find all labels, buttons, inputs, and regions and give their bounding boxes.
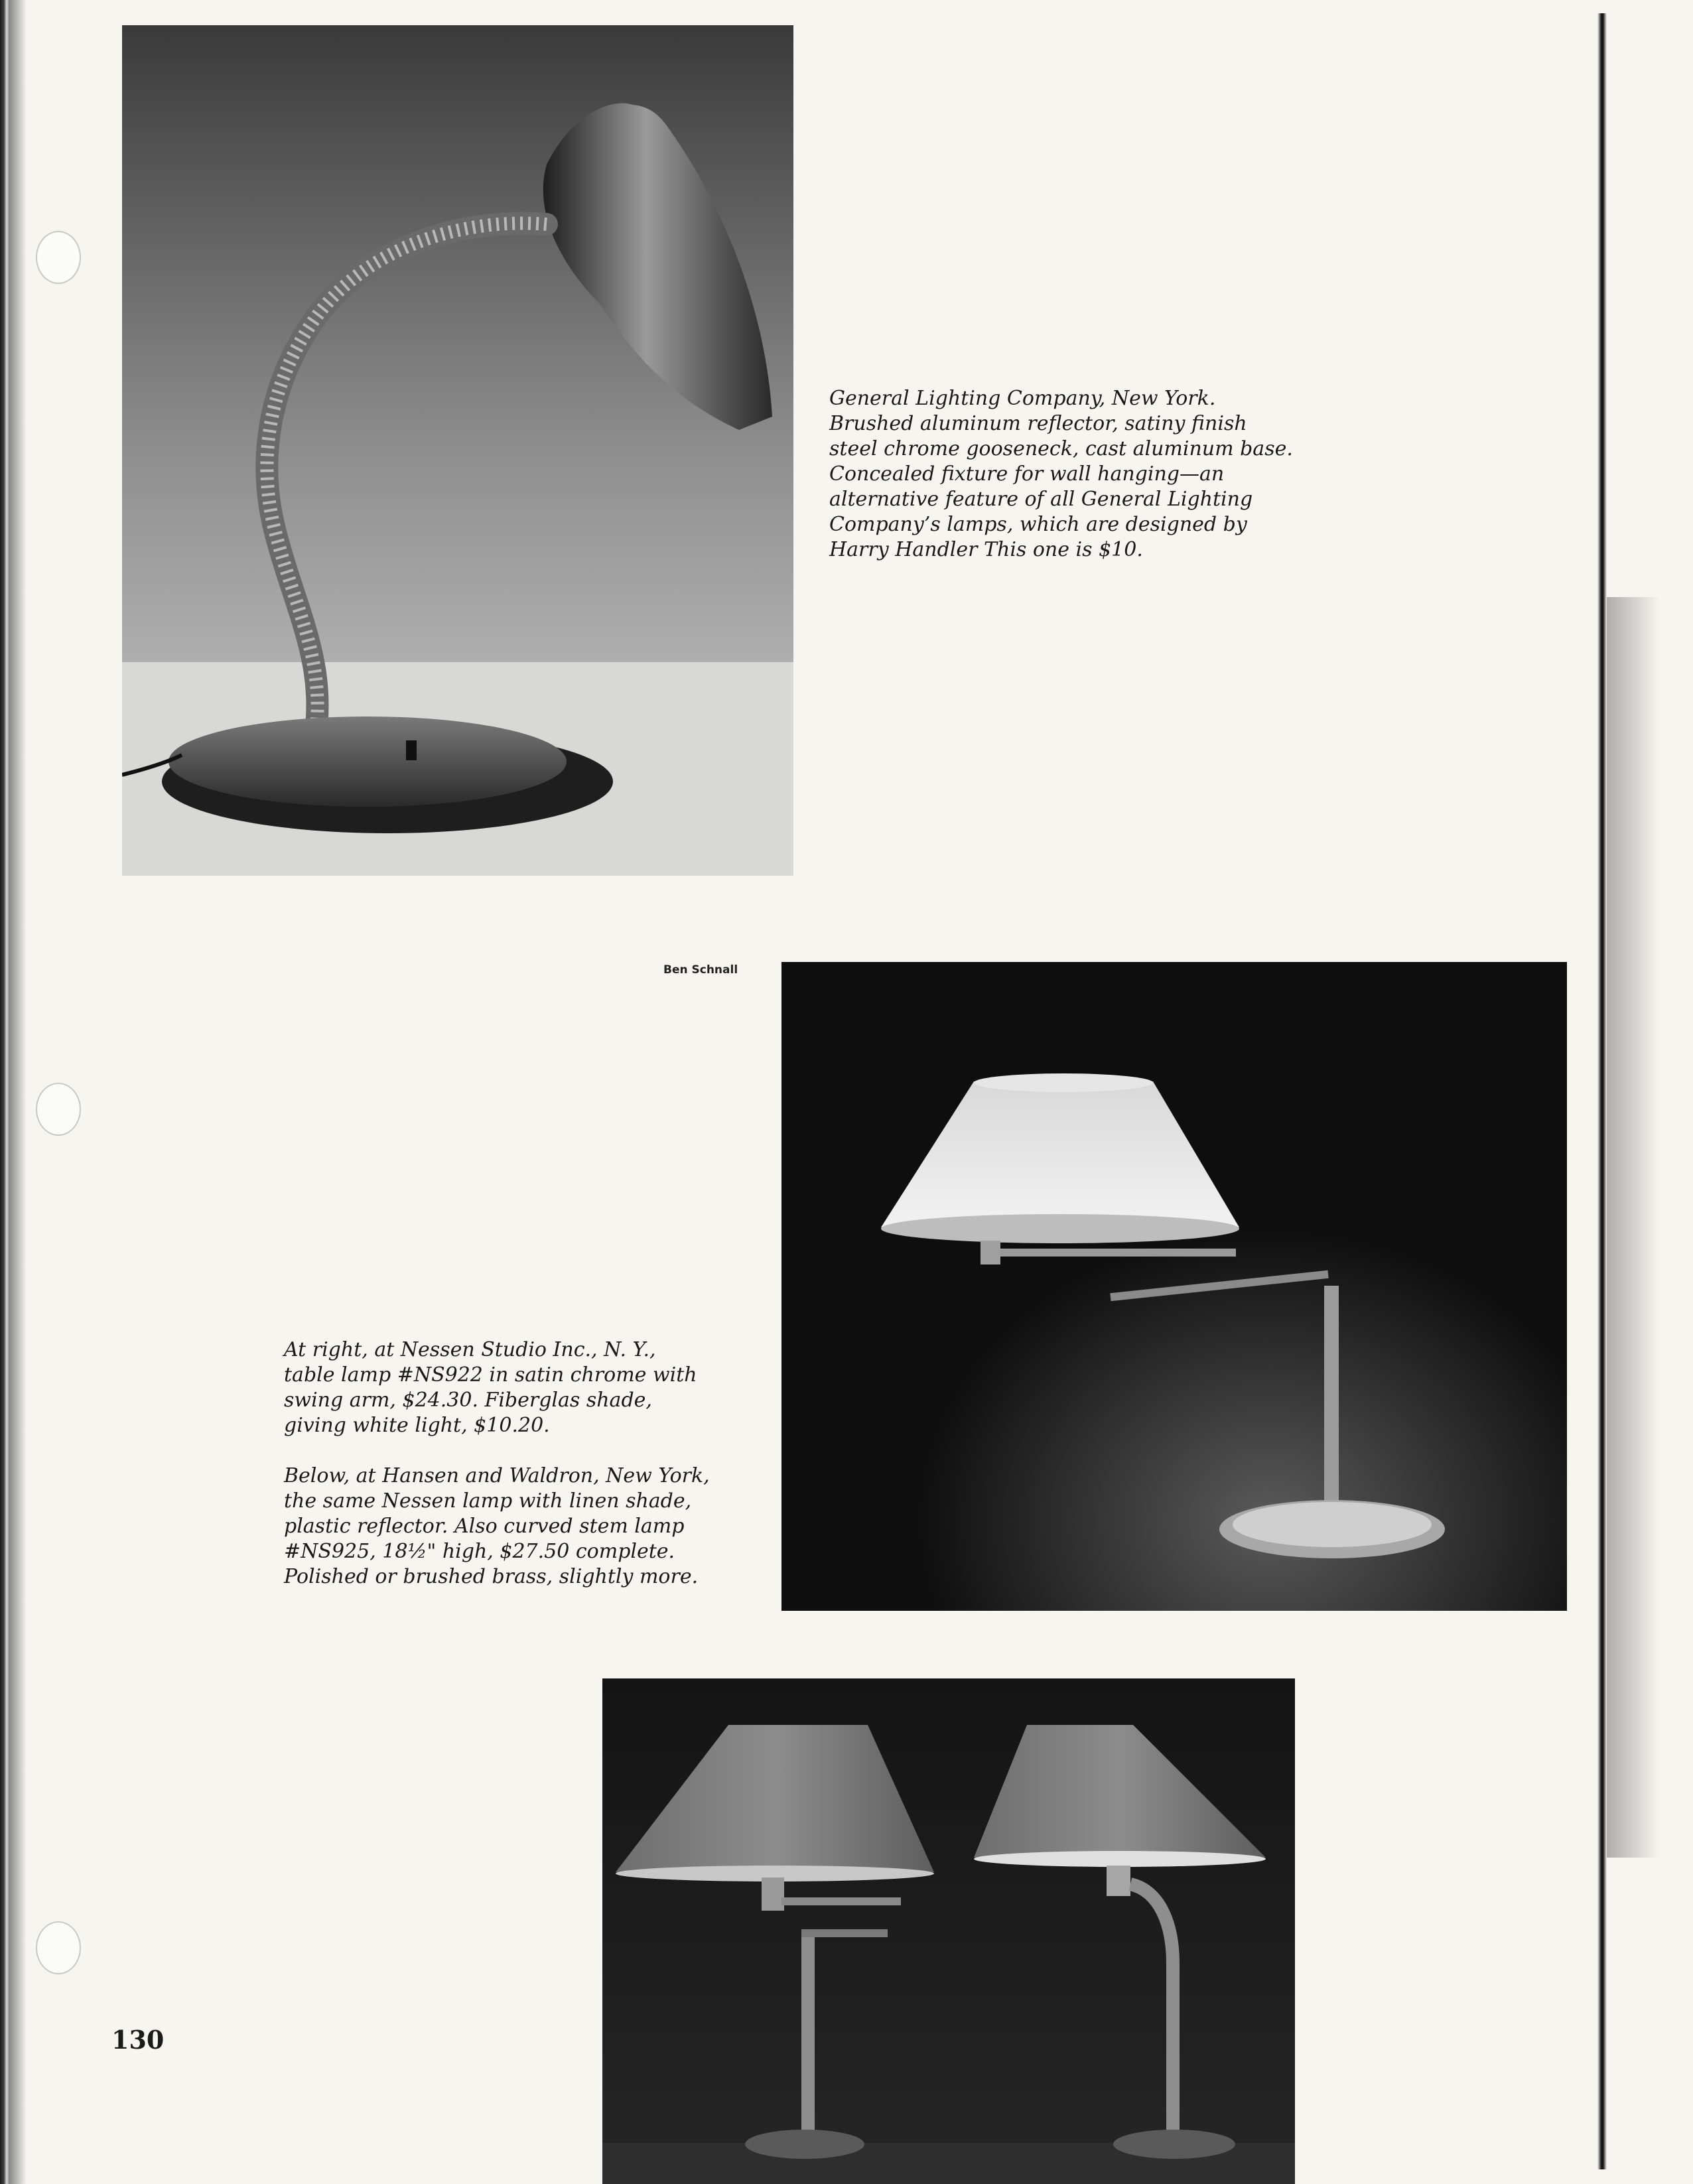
binder-hole-middle [36,1083,81,1136]
page-number: 130 [111,2025,165,2055]
caption-line: Polished or brushed brass, slightly more. [284,1565,699,1588]
caption-general-lighting [829,386,1293,563]
lamp-shade-rim-right [974,1851,1266,1867]
caption-line: #NS925, 18½" high, $27.50 complete. [284,1540,675,1563]
lamp-base-right [1113,2130,1235,2159]
lamp-swing-arm-lower-left [801,1929,888,1937]
photo-hansen-waldron-lamps [602,1678,1295,2184]
page-fold-shadow [1607,597,1660,1858]
photo-background [781,962,1567,1611]
photo-nessen-swing-arm-lamp [781,962,1567,1611]
lamp-switch [406,740,417,760]
caption-line: steel chrome gooseneck, cast aluminum base. [829,437,1293,460]
lamp-stem-left [801,1937,815,2136]
caption-line: the same Nessen lamp with linen shade, [284,1489,692,1513]
photo-credit: Ben Schnall [663,963,738,977]
lamp-swing-arm-left [781,1897,901,1905]
binder-hole-bottom [36,1921,81,1974]
lamp-base-left [745,2130,864,2159]
page-fold-right [1597,13,1607,2169]
lamp-stem [1324,1286,1339,1525]
caption-line: swing arm, $24.30. Fiberglas shade, [284,1389,652,1412]
lamp-arm-joint [981,1241,1000,1264]
caption-line: General Lighting Company, New York. [829,387,1216,410]
caption-line: Below, at Hansen and Waldron, New York, [284,1464,710,1487]
lamp-base-top [1233,1502,1432,1547]
lamp-base [169,717,567,807]
page-edge-shadow-left [0,0,27,2184]
lamp-shade-rim [881,1214,1239,1243]
caption-line: Harry Handler This one is $10. [829,538,1143,561]
caption-line: table lamp #NS922 in satin chrome with [284,1363,697,1387]
lamp-shade-top [974,1073,1153,1092]
caption-line: At right, at Nessen Studio Inc., N. Y., [284,1338,656,1361]
caption-line: plastic reflector. Also curved stem lamp [284,1515,685,1538]
caption-nessen [284,1337,710,1590]
photo-gooseneck-lamp [122,25,793,876]
caption-line: Company’s lamps, which are designed by [829,513,1247,536]
lamp-socket-right [1107,1866,1130,1896]
caption-line: Concealed fixture for wall hanging—an [829,462,1225,486]
binder-hole-top [36,231,81,284]
caption-line: alternative feature of all General Lighting [829,488,1253,511]
caption-line: giving white light, $10.20. [284,1414,550,1437]
lamp-arm-joint-left [762,1877,784,1911]
lamp-swing-arm-upper [984,1249,1236,1257]
caption-line: Brushed aluminum reflector, satiny finish [829,412,1247,435]
